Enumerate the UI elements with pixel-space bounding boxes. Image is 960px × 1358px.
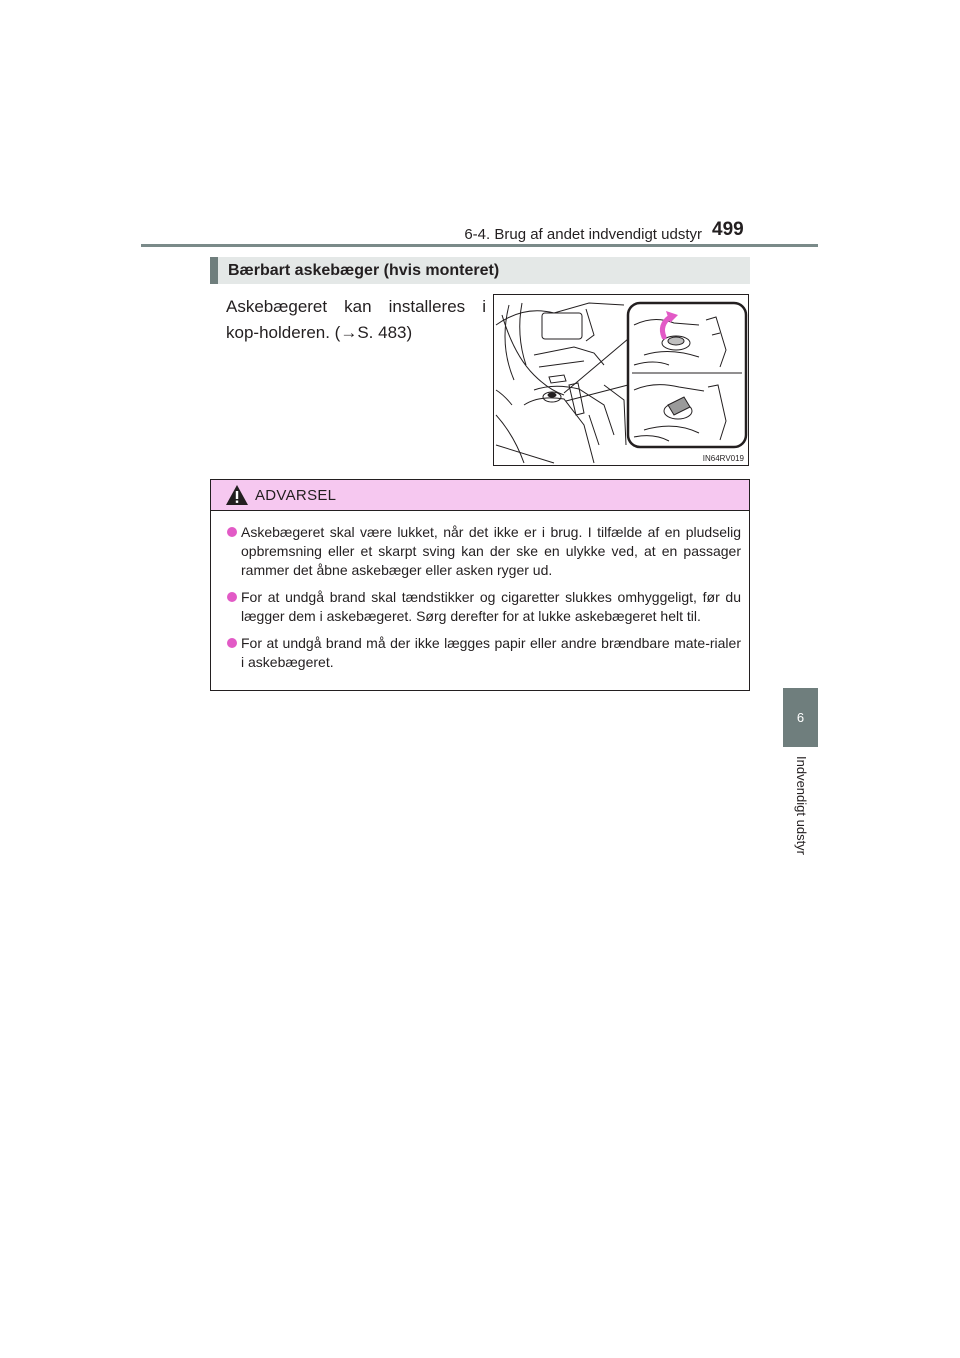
figure [493, 294, 749, 466]
ashtray-illustration [494, 295, 748, 465]
warning-item-text: For at undgå brand skal tændstikker og cigaretter slukkes omhyggeligt, før du lægger dem i askebægeret. Sørg derefter for at lukke askebægeret helt til. [241, 589, 741, 624]
bullet-icon [227, 527, 237, 537]
section-heading-text: Bærbart askebæger (hvis monteret) [228, 261, 500, 279]
figure-code: IN64RV019 [702, 454, 744, 463]
warning-item-text: For at undgå brand må der ikke lægges papir eller andre brændbare mate-rialer i askebægeret. [241, 635, 741, 670]
section-heading [210, 257, 750, 284]
warning-header [211, 480, 749, 511]
chapter-tab: 6 [783, 688, 818, 747]
chapter-label: Indvendigt udstyr [794, 756, 809, 856]
warning-triangle-icon [225, 484, 249, 506]
warning-item-text: Askebægeret skal være lukket, når det ikke er i brug. I tilfælde af en pludselig opbremsning eller et skarpt sving kan der ske en ulykke ved, at en passager rammer det åbne askebæger eller asken ryger ud. [241, 524, 741, 578]
bullet-icon [227, 592, 237, 602]
warning-item [229, 634, 741, 672]
header-title: 6-4. Brug af andet indvendigt udstyr [464, 226, 702, 243]
page-number: 499 [712, 219, 744, 240]
warning-box [210, 479, 750, 691]
warning-item [229, 523, 741, 580]
body-text: Askebægeret kan installeres i kop-holderen. (→S. 483) [226, 297, 486, 342]
warning-list [211, 511, 749, 672]
warning-title: ADVARSEL [255, 486, 337, 504]
bullet-icon [227, 638, 237, 648]
warning-item [229, 588, 741, 626]
header-rule [141, 244, 818, 247]
